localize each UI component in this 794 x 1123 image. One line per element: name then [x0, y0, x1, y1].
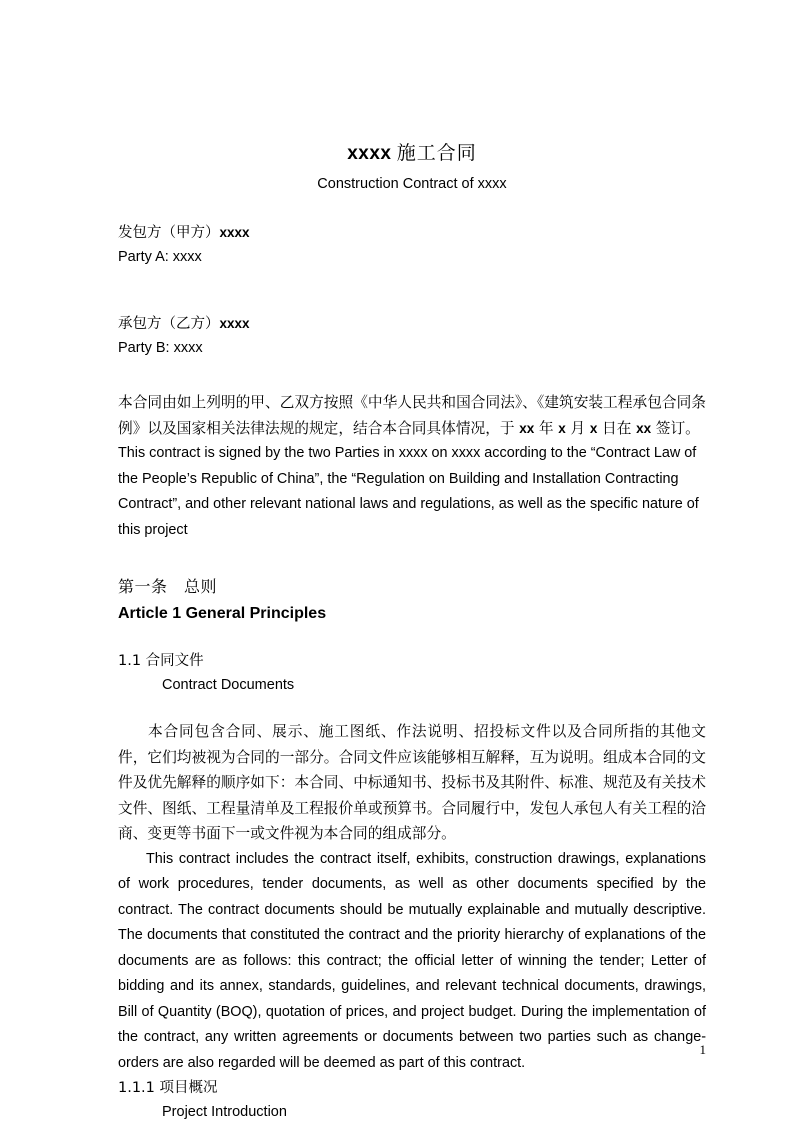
page-title — [118, 140, 706, 167]
section-1-1-heading — [118, 649, 706, 697]
section-1-1-1-heading — [118, 1076, 706, 1123]
page-number: 1 — [699, 1042, 706, 1057]
section-1-1-body-spacer — [118, 697, 706, 719]
party-b-en-line: Party B: xxxx — [118, 340, 203, 356]
preamble-cn-place: xx — [636, 420, 652, 436]
party-b-cn-line — [118, 312, 706, 336]
section-1-1-heading-en: Contract Documents — [162, 677, 295, 693]
preamble-cn-part4: 日在 — [597, 419, 637, 437]
preamble-cn-year: xx — [519, 420, 535, 436]
party-a-block — [118, 221, 706, 269]
party-a-cn-line — [118, 221, 706, 245]
article-1-heading-cn: 第一条 总则 — [118, 577, 218, 596]
preamble-cn-part1: 本合同由如上列明的甲、乙双方按照《中华人民共和国合同法》、《建筑安装工程承包合同条例》以及国家相关法律法规的规定，结合本合同具体情况，于 — [118, 394, 706, 437]
section-1-1-spacer — [118, 627, 706, 649]
party-b-block — [118, 312, 706, 360]
preamble-cn-part5: 签订。 — [651, 419, 700, 437]
page-title-latin: xxxx — [347, 143, 392, 164]
preamble-spacer — [118, 360, 706, 390]
preamble-cn-month: x — [558, 420, 566, 436]
party-a-cn-value: xxxx — [219, 225, 250, 240]
article-1-heading — [118, 573, 706, 627]
page-subtitle: Construction Contract of xxxx — [317, 176, 507, 192]
preamble-cn-part3: 月 — [565, 419, 590, 437]
preamble-cn — [118, 390, 706, 441]
article-heading-spacer — [118, 543, 706, 573]
section-1-1-1-heading-en: Project Introduction — [162, 1104, 287, 1120]
article-1-heading-en: Article 1 General Principles — [118, 605, 327, 622]
section-1-1-body-cn: 本合同包含合同、展示、施工图纸、作法说明、招投标文件以及合同所指的其他文件，它们均被视为合同的一部分。合同文件应该能够相互解释，互为说明。组成本合同的文件及优先解释的顺序如下：本合同、中标通知书、投标书及其附件、标准、规范及有关技术文件、图纸、工程量清单及工程报价单或预算书。合同履行中，发包人承包人有关工程的洽商、变更等书面下一或文件视为本合同的组成部分。 — [118, 723, 706, 842]
section-1-1-1-heading-cn: 1.1.1 项目概况 — [118, 1080, 218, 1096]
party-b-cn-value: xxxx — [219, 316, 250, 331]
party-a-en-line: Party A: xxxx — [118, 249, 202, 265]
section-1-1-heading-cn: 1.1 合同文件 — [118, 653, 204, 669]
page-title-han: 施工合同 — [396, 142, 477, 164]
preamble-cn-part2: 年 — [534, 419, 559, 437]
party-spacer — [118, 269, 706, 312]
preamble-en: This contract is signed by the two Parties in xxxx on xxxx according to the “Contract Law of the People’s Republic of China”, the “Regulation on Building and Installation Contracting Contract”, and other relevant national laws and regulations, as well as the specific nature of this project — [118, 445, 699, 538]
preamble-cn-day: x — [589, 420, 598, 436]
document-content — [118, 140, 706, 1123]
party-a-cn-label: 发包方（甲方） — [118, 225, 220, 241]
party-b-cn-label: 承包方（乙方） — [118, 316, 220, 332]
section-1-1-body-en: This contract includes the contract itself, exhibits, construction drawings, explanations of work procedures, tender documents, as well as other documents specified by the contract. The contract documents should be mutually explainable and mutually descriptive. The documents that constituted the contract and the priority hierarchy of explanations of the documents are as follows: this contract; the official letter of winning the tender; Letter of bidding and its annex, standards, guidelines, and relevant technical documents, drawings, Bill of Quantity (BOQ), quotation of prices, and project budget. During the implementation of the contract, any written agreements or documents between two parties such as change-orders are also regarded will be deemed as part of this contract. — [118, 850, 706, 1071]
